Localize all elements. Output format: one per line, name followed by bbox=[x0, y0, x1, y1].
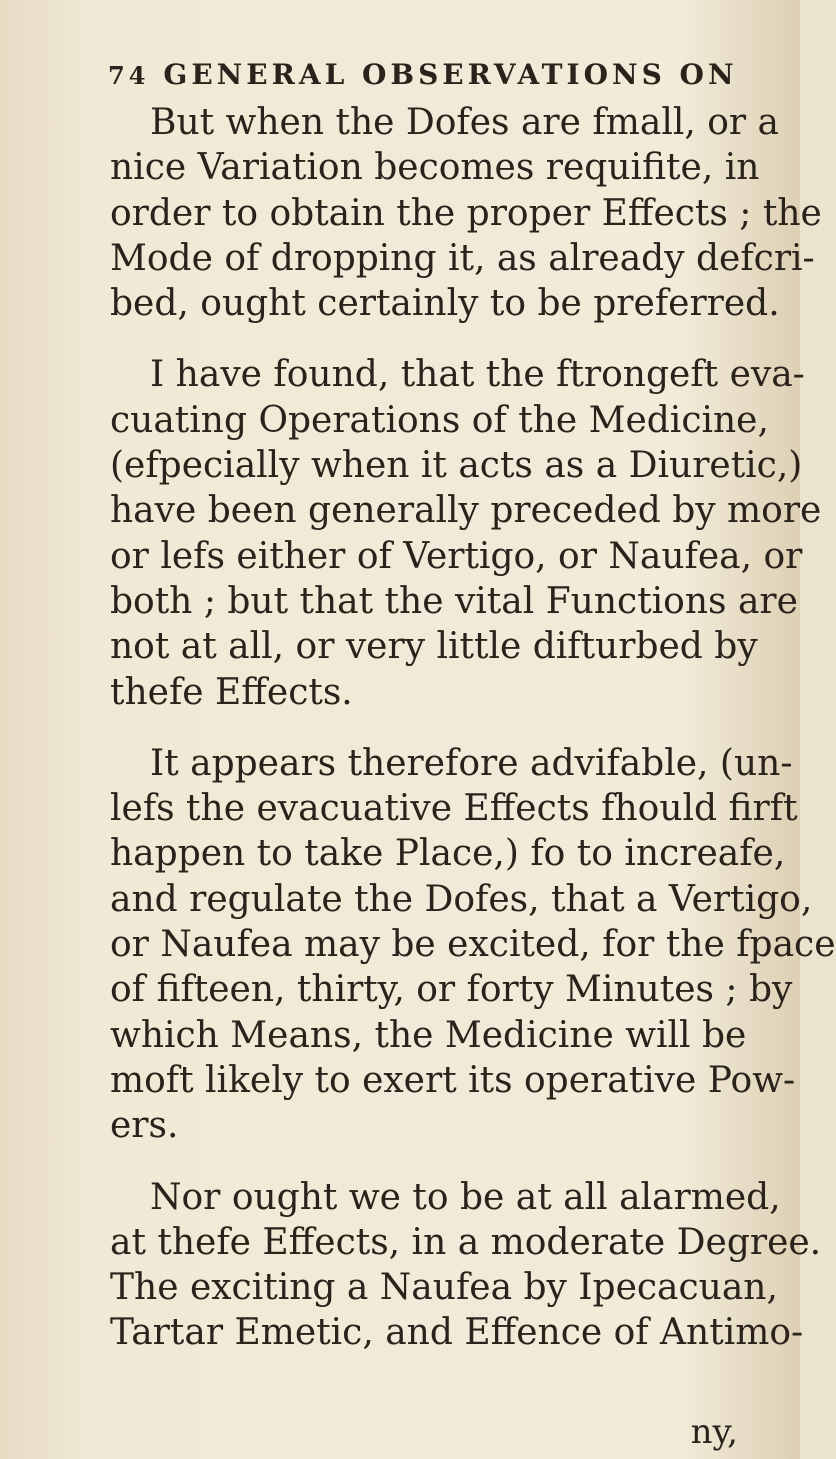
text-line: have been generally preceded by more bbox=[110, 490, 822, 532]
text-line: not at all, or very little difturbed by bbox=[110, 626, 758, 668]
text-line: of fifteen, thirty, or forty Minutes ; by bbox=[110, 969, 793, 1011]
catchword: ny, bbox=[690, 1412, 738, 1452]
paragraph bbox=[110, 1175, 822, 1356]
text-line: I have found, that the ftrongeft eva- bbox=[150, 354, 805, 396]
text-line: Nor ought we to be at all alarmed, bbox=[150, 1176, 781, 1218]
text-line: at thefe Effects, in a moderate Degree. bbox=[110, 1221, 822, 1263]
text-line: It appears therefore advifable, (un- bbox=[150, 742, 793, 784]
text-line: or Naufea may be excited, for the fpace bbox=[110, 924, 836, 966]
text-line: nice Variation becomes requifite, in bbox=[110, 147, 760, 189]
running-title: GENERAL OBSERVATIONS ON bbox=[163, 58, 738, 91]
text-line: and regulate the Dofes, that a Vertigo, bbox=[110, 878, 813, 920]
text-line: happen to take Place,) fo to increafe, bbox=[110, 833, 786, 875]
text-line: The exciting a Naufea by Ipecacuan, bbox=[110, 1267, 778, 1309]
text-line: thefe Effects. bbox=[110, 671, 353, 713]
text-line: (efpecially when it acts as a Diuretic,) bbox=[110, 445, 803, 487]
text-line: bed, ought certainly to be preferred. bbox=[110, 283, 780, 325]
text-line: both ; but that the vital Functions are bbox=[110, 580, 798, 622]
paragraph bbox=[110, 100, 822, 326]
text-line: Mode of dropping it, as already defcri- bbox=[110, 237, 815, 279]
paragraph bbox=[110, 352, 822, 714]
text-line: lefs the evacuative Effects fhould firft bbox=[110, 788, 798, 830]
text-line: ers. bbox=[110, 1105, 179, 1147]
text-line: or lefs either of Vertigo, or Naufea, or bbox=[110, 535, 803, 577]
page-number: 74 bbox=[108, 61, 150, 90]
text-line: Tartar Emetic, and Effence of Antimo- bbox=[110, 1312, 804, 1354]
paragraph bbox=[110, 741, 836, 1149]
text-line: which Means, the Medicine will be bbox=[110, 1014, 747, 1056]
text-line: moft likely to exert its operative Pow- bbox=[110, 1059, 796, 1101]
body-text bbox=[110, 100, 836, 1382]
page-header bbox=[108, 58, 748, 91]
text-line: order to obtain the proper Effects ; the bbox=[110, 192, 822, 234]
text-line: cuating Operations of the Medicine, bbox=[110, 399, 769, 441]
text-line: But when the Dofes are fmall, or a bbox=[150, 102, 780, 143]
